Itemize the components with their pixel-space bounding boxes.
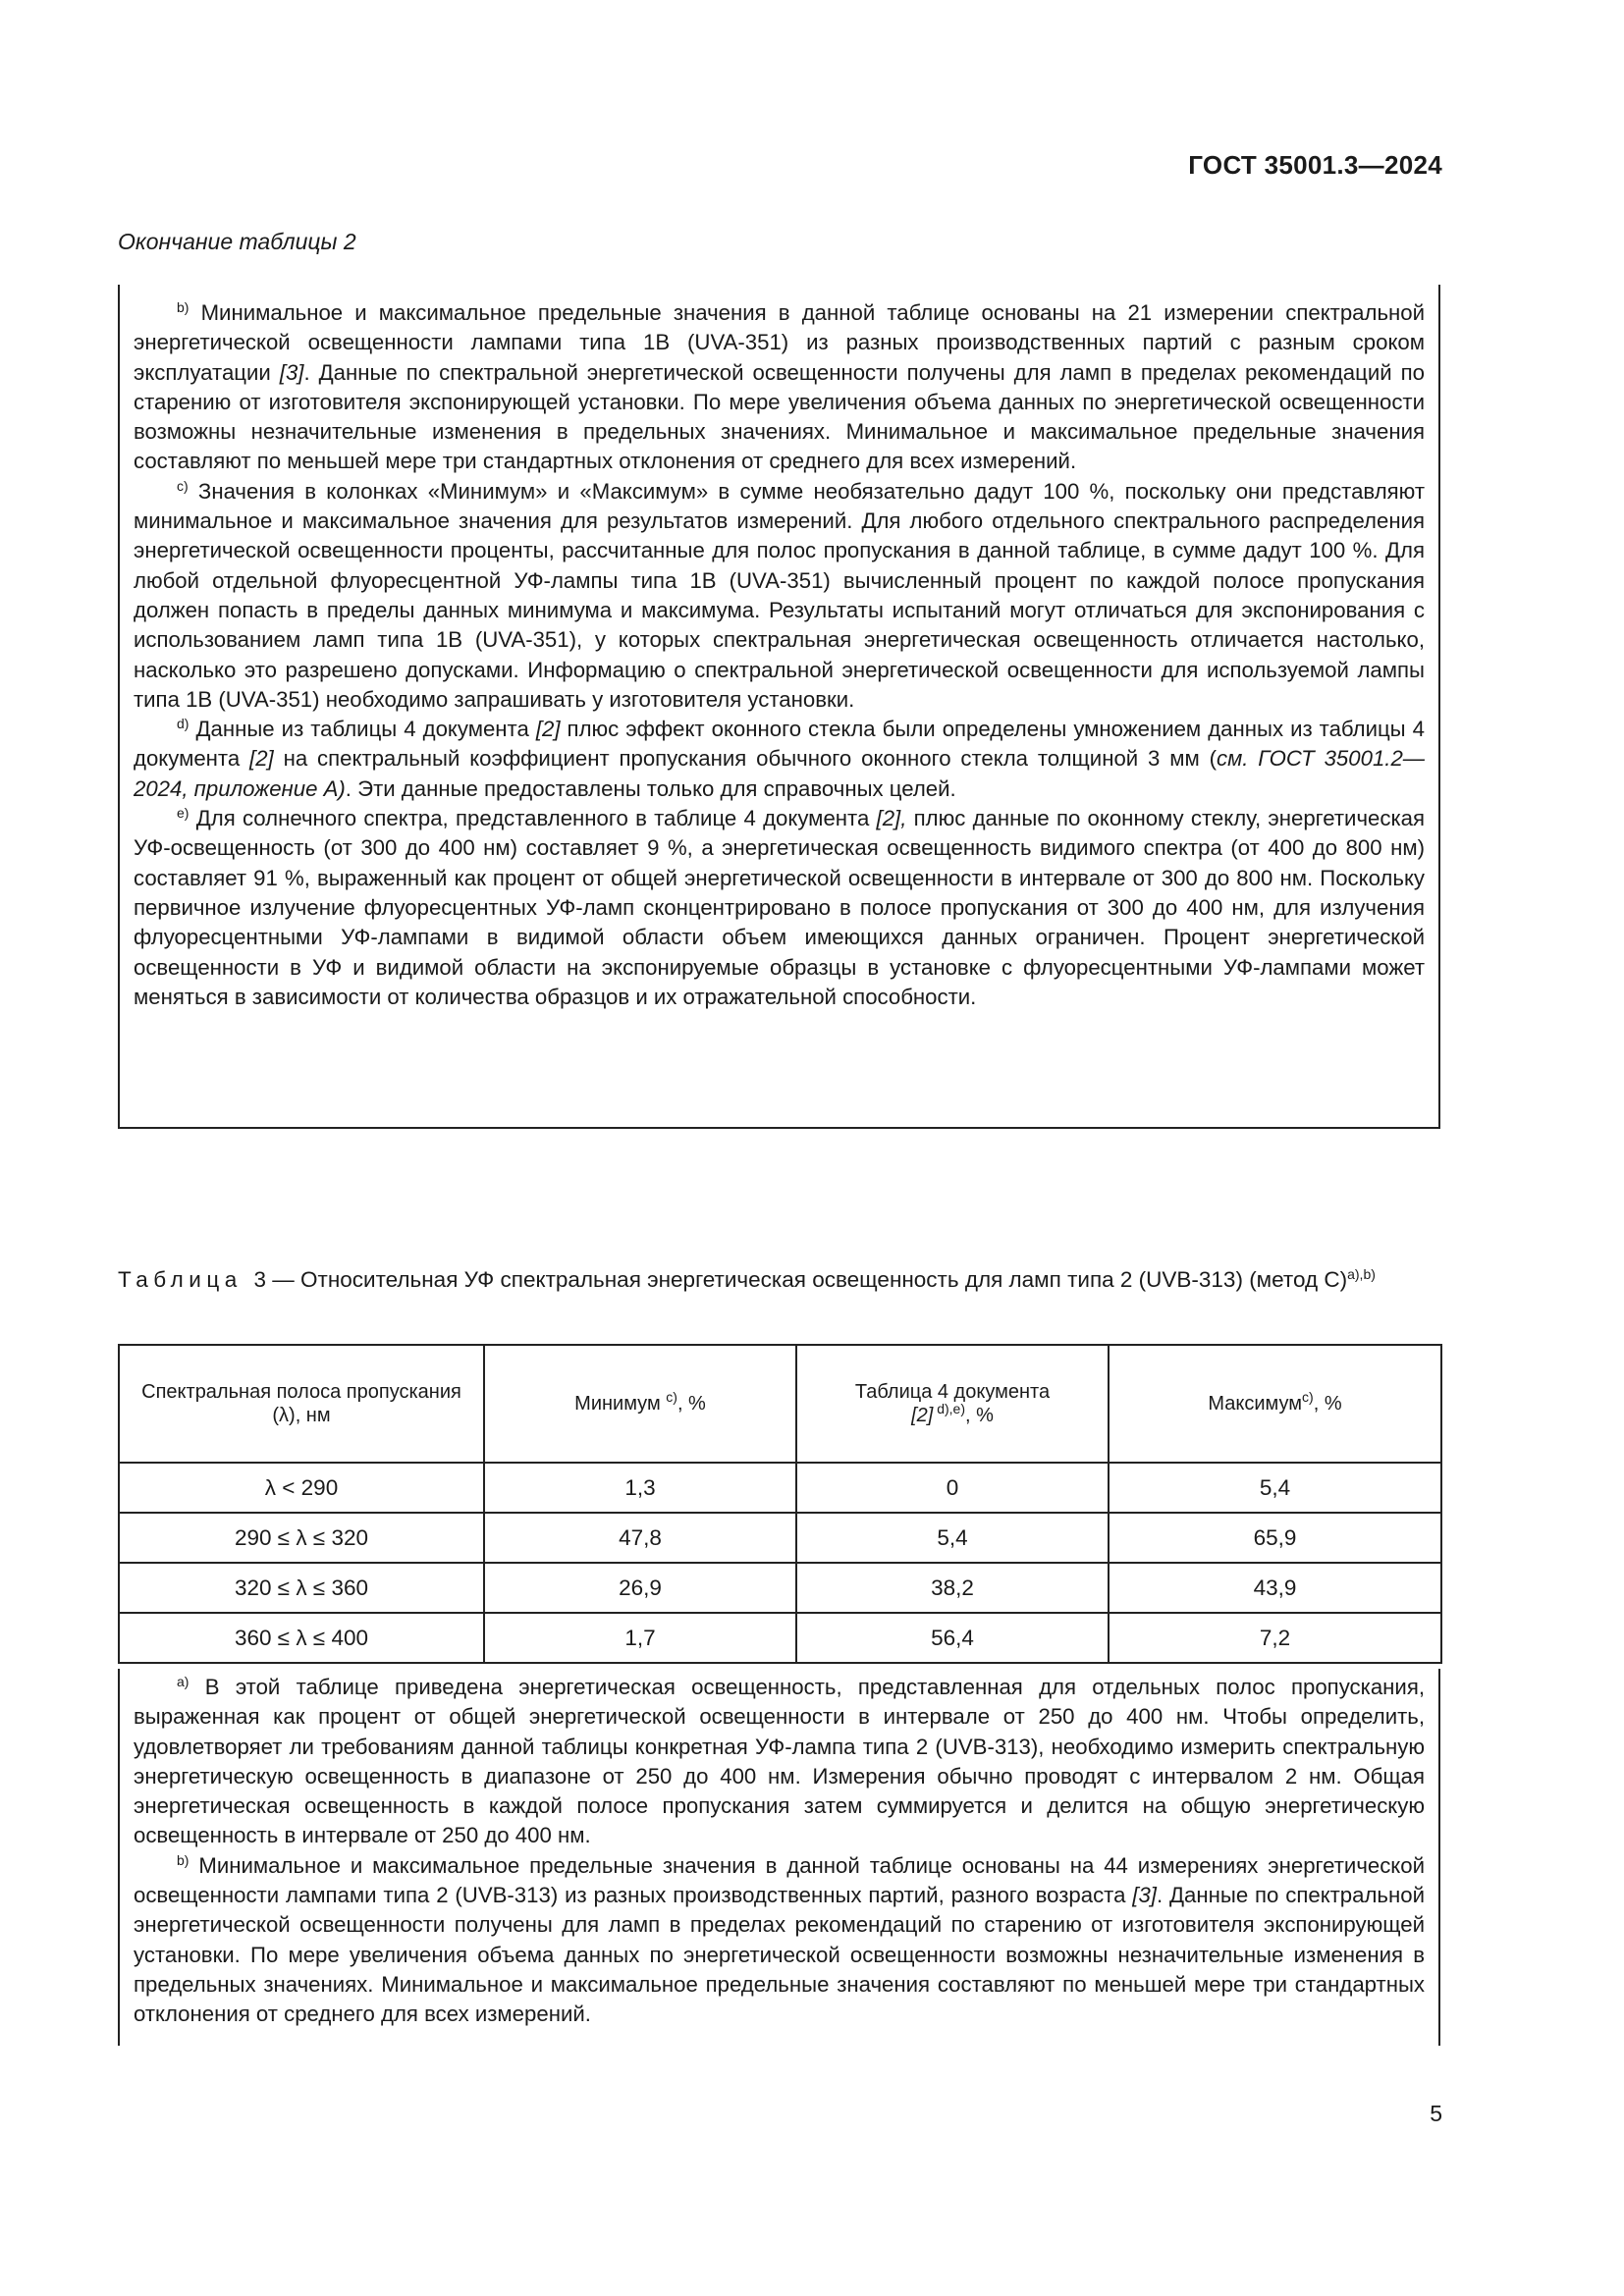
table-continuation-label: Окончание таблицы 2 bbox=[118, 229, 356, 254]
header-band bbox=[119, 1345, 484, 1463]
note-d bbox=[134, 715, 1425, 804]
note-text: . Данные по спектральной энергетической освещенности получены для ламп в пределах рекомендаций по старению от изготовителя экспонирующей установки. По мере увеличения объема данных по энергетической освещенности возможны незначительные изменения в предельных значениях. Минимальное и максимальное предельные значения составляют по меньшей мере три стандартных отклонения от среднего для всех измерений. bbox=[134, 359, 1425, 474]
reference: см. ГОСТ 35001.2—2024, приложение А) bbox=[134, 746, 1425, 801]
cell-doc: 56,4 bbox=[796, 1613, 1109, 1663]
cell-minimum: 1,7 bbox=[484, 1613, 796, 1663]
header-band-text: Спектральная полоса пропускания (λ), нм bbox=[141, 1381, 461, 1426]
note-text: плюс эффект оконного стекла были определены умножением данных из таблицы 4 документа bbox=[134, 717, 1425, 772]
cell-minimum: 47,8 bbox=[484, 1513, 796, 1563]
footnote-mark: c) bbox=[177, 477, 189, 494]
caption-text: — Относительная УФ спектральная энергетическая освещенность для ламп типа 2 (UVB-313) (метод С) bbox=[266, 1267, 1348, 1292]
table2-notes bbox=[118, 285, 1440, 1129]
reference: [2], bbox=[876, 806, 907, 831]
cell-maximum: 5,4 bbox=[1109, 1463, 1441, 1513]
cell-band: 320 ≤ λ ≤ 360 bbox=[119, 1563, 484, 1613]
note-b bbox=[134, 298, 1425, 477]
footnote-mark: b) bbox=[177, 299, 189, 315]
cell-band: 360 ≤ λ ≤ 400 bbox=[119, 1613, 484, 1663]
reference: [2] bbox=[249, 746, 274, 772]
cell-maximum: 43,9 bbox=[1109, 1563, 1441, 1613]
note-text: . Эти данные предоставлены только для справочных целей. bbox=[345, 775, 956, 801]
caption-label bbox=[118, 1267, 266, 1292]
cell-maximum: 65,9 bbox=[1109, 1513, 1441, 1563]
footnote-mark: e) bbox=[177, 805, 189, 822]
note-text: Значения в колонках «Минимум» и «Максимум» в сумме необязательно дадут 100 %, поскольку они представляют минимальное и максимальное значения для результатов измерений. Для любого отдельного спектрального распределения энергетической освещенности проценты, рассчитанные для полос пропускания в данной таблице, в сумме дадут 100 %. Для любой отдельной флуоресцентной УФ-лампы типа 1В (UVA-351) вычисленный процент по каждой полосе пропускания должен попасть в пределы данных минимума и максимума. Результаты испытаний могут отличаться для экспонирования с использованием ламп типа 1В (UVA-351), у которых спектральная энергетическая освещенность отличается настолько, насколько это разрешено допусками. Информацию о спектральной энергетической освещенности для используемой лампы типа 1В (UVA-351) необходимо запрашивать у изготовителя установки. bbox=[134, 478, 1425, 712]
cell-band: λ < 290 bbox=[119, 1463, 484, 1513]
footnote-mark: d),e) bbox=[933, 1401, 966, 1416]
footnote-mark: d) bbox=[177, 716, 189, 732]
caption-number: 3 bbox=[253, 1267, 267, 1292]
header-text: Таблица 4 документа bbox=[854, 1381, 1051, 1403]
header-maximum bbox=[1109, 1345, 1441, 1463]
table3-caption bbox=[118, 1266, 1440, 1294]
cell-maximum: 7,2 bbox=[1109, 1613, 1441, 1663]
header-text: , % bbox=[965, 1405, 994, 1426]
table3 bbox=[118, 1344, 1442, 1664]
footnote-mark: b) bbox=[177, 1851, 189, 1868]
header-text: Максимум bbox=[1208, 1393, 1303, 1415]
cell-doc: 38,2 bbox=[796, 1563, 1109, 1613]
note-text: . Данные по спектральной энергетической освещенности получены для ламп в пределах рекомендаций по старению от изготовителя экспонирующей установки. По мере увеличения объема данных по энергетической освещенности возможны незначительные изменения в предельных значениях. Минимальное и максимальное предельные значения составляют по меньшей мере три стандартных отклонения от среднего для всех измерений. bbox=[134, 1883, 1425, 2027]
note-text: Минимальное и максимальное предельные значения в данной таблице основаны на 44 измерениях энергетической освещенности лампами типа 2 (UVB-313) из разных производственных партий, разного возраста bbox=[134, 1852, 1426, 1908]
table-row bbox=[119, 1563, 1441, 1613]
note-text: на спектральный коэффициент пропускания обычного оконного стекла толщиной 3 мм ( bbox=[273, 746, 1217, 772]
header-text: , % bbox=[677, 1393, 706, 1415]
note-c bbox=[134, 477, 1425, 715]
reference: [2] bbox=[535, 717, 561, 742]
page-number: 5 bbox=[1430, 2101, 1442, 2126]
table-row bbox=[119, 1613, 1441, 1663]
note-a bbox=[134, 1669, 1425, 1851]
cell-band: 290 ≤ λ ≤ 320 bbox=[119, 1513, 484, 1563]
cell-minimum: 1,3 bbox=[484, 1463, 796, 1513]
note-text: Для солнечного спектра, представленного в таблице 4 документа bbox=[195, 806, 877, 831]
header-minimum bbox=[484, 1345, 796, 1463]
caption-word: Таблица bbox=[118, 1267, 243, 1292]
reference: [3] bbox=[279, 359, 304, 385]
note-b bbox=[134, 1851, 1425, 2030]
header-doc-table4 bbox=[796, 1345, 1109, 1463]
cell-doc: 0 bbox=[796, 1463, 1109, 1513]
header-text: Минимум bbox=[574, 1393, 667, 1415]
header-text: , % bbox=[1313, 1393, 1342, 1415]
reference: [2] bbox=[911, 1405, 934, 1426]
document-code: ГОСТ 35001.3—2024 bbox=[1188, 150, 1442, 180]
cell-doc: 5,4 bbox=[796, 1513, 1109, 1563]
note-text: Минимальное и максимальное предельные значения в данной таблице основаны на 21 измерении спектральной энергетической освещенности лампами типа 1В (UVA-351) из разных производственных партий с разным сроком эксплуатации bbox=[134, 300, 1425, 385]
table3-notes bbox=[118, 1669, 1440, 2046]
cell-minimum: 26,9 bbox=[484, 1563, 796, 1613]
caption-footnote-marks: a),b) bbox=[1347, 1266, 1376, 1282]
note-text: плюс данные по оконному стеклу, энергетическая УФ-освещенность (от 300 до 400 нм) составляет 9 %, а энергетическая освещенность видимого спектра (от 400 до 800 нм) составляет 91 %, выраженный как процент от общей энергетической освещенности в интервале от 300 до 800 нм. Поскольку первичное излучение флуоресцентных УФ-ламп сконцентрировано в полосе пропускания от 300 до 400 нм, для излучения флуоресцентными УФ-лампами в видимой области объем имеющихся данных ограничен. Процент энергетической освещенности в УФ и видимой области на экспонируемые образцы в установке с флуоресцентными УФ-лампами может меняться в зависимости от количества образцов и их отражательной способности. bbox=[134, 806, 1425, 1009]
table-row bbox=[119, 1463, 1441, 1513]
reference: [3] bbox=[1132, 1883, 1157, 1908]
note-e bbox=[134, 804, 1425, 1012]
footnote-mark: c) bbox=[1302, 1389, 1314, 1405]
footnote-mark: c) bbox=[666, 1389, 677, 1405]
table-row bbox=[119, 1513, 1441, 1563]
note-text: Данные из таблицы 4 документа bbox=[195, 717, 536, 742]
note-text: В этой таблице приведена энергетическая освещенность, представленная для отдельных полос пропускания, выраженная как процент от общей энергетической освещенности в интервале от 250 до 400 нм. Чтобы определить, удовлетворяет ли требованиям данной таблицы конкретная УФ-лампа типа 2 (UVB-313), необходимо измерить спектральную энергетическую освещенность в диапазоне от 250 до 400 нм. Измерения обычно проводят с интервалом 2 нм. Общая энергетическая освещенность в каждой полосе пропускания затем суммируется и делится на общую энергетическую освещенность в интервале от 250 до 400 нм. bbox=[134, 1675, 1425, 1848]
footnote-mark: a) bbox=[177, 1674, 189, 1689]
